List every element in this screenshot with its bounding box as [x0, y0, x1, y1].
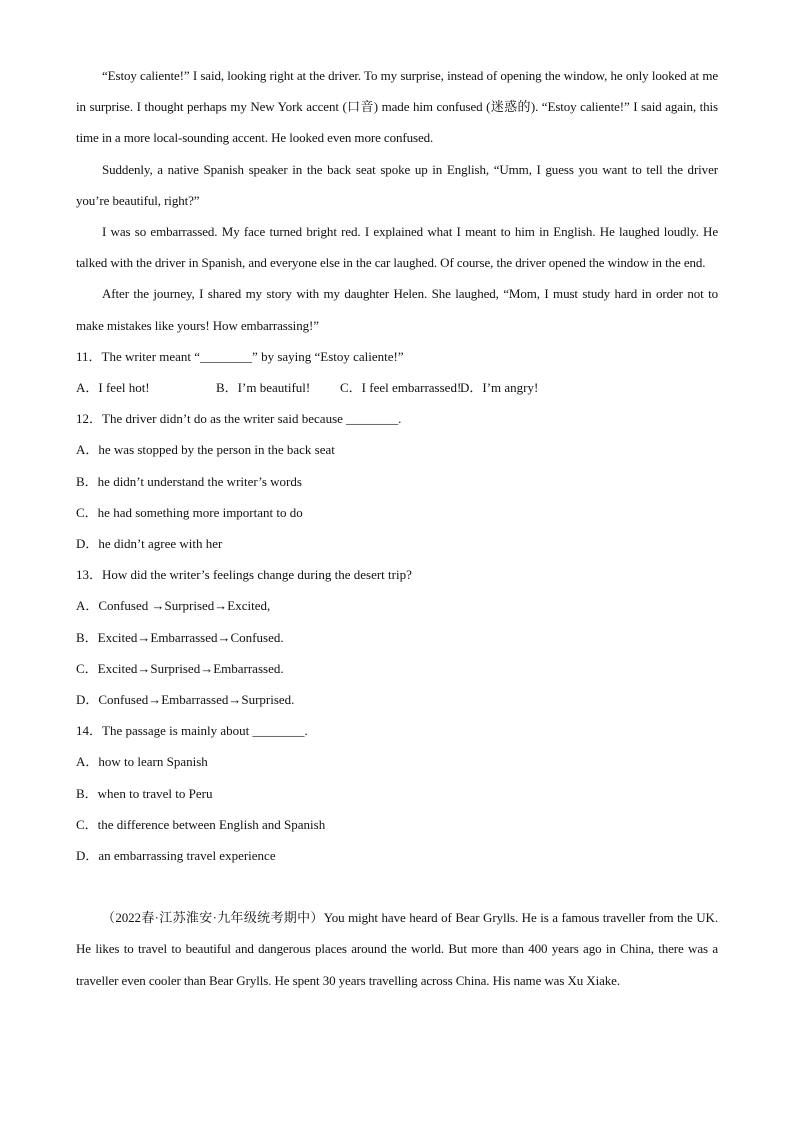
document-page	[76, 60, 718, 996]
passage-2-paragraph: （2022春·江苏淮安·九年级统考期中）You might have heard of Bear Grylls. He is a famous traveller from the UK. He likes to travel to beautiful and dangerous places around the world. But more than 400 years ago in China, there was a traveller even cooler than Bear Grylls. He spent 30 years travelling across China. His name was Xu Xiake.	[76, 910, 718, 988]
question-12-option-c: C．he had something more important to do	[76, 504, 303, 520]
question-14-stem: 14．The passage is mainly about ________.	[76, 723, 308, 739]
question-12-option-a: A．he was stopped by the person in the back seat	[76, 442, 335, 458]
question-11-option-b: B．I’m beautiful!	[216, 380, 311, 396]
question-13-option-b: B．Excited→Embarrassed→Confused.	[76, 629, 284, 645]
passage-paragraph: I was so embarrassed. My face turned bright red. I explained what I meant to him in English. He laughed loudly. He talked with the driver in Spanish, and everyone else in the car laughed. Of course, the driver opened the window in the end.	[76, 224, 718, 271]
question-13-option-d: D．Confused→Embarrassed→Surprised.	[76, 692, 295, 708]
question-12-option-d: D．he didn’t agree with her	[76, 536, 223, 552]
passage-paragraph: After the journey, I shared my story with my daughter Helen. She laughed, “Mom, I must study hard in order not to make mistakes like yours! How embarrassing!”	[76, 286, 718, 333]
question-14-option-a: A．how to learn Spanish	[76, 754, 208, 770]
question-13-stem: 13．How did the writer’s feelings change during the desert trip?	[76, 567, 412, 583]
question-14-option-c: C．the difference between English and Spanish	[76, 816, 326, 832]
question-14-option-b: B．when to travel to Peru	[76, 785, 213, 801]
passage-paragraph: Suddenly, a native Spanish speaker in the back seat spoke up in English, “Umm, I guess you want to tell the driver you’re beautiful, right?”	[76, 161, 718, 208]
question-12-option-b: B．he didn’t understand the writer’s words	[76, 473, 302, 489]
question-13-option-c: C．Excited→Surprised→Embarrassed.	[76, 660, 284, 676]
question-12-stem: 12．The driver didn’t do as the writer said because ________.	[76, 411, 402, 427]
question-11-options	[76, 372, 718, 403]
section-spacer	[76, 871, 718, 902]
question-11-option-a: A．I feel hot!	[76, 380, 150, 396]
question-11-option-c: C．I feel embarrassed!	[340, 380, 462, 396]
question-13-option-a: A．Confused →Surprised→Excited,	[76, 598, 271, 614]
question-11-stem: 11．The writer meant “________” by saying “Estoy caliente!”	[76, 348, 404, 364]
question-14-option-d: D．an embarrassing travel experience	[76, 848, 276, 864]
passage-paragraph: “Estoy caliente!” I said, looking right at the driver. To my surprise, instead of opening the window, he only looked at me in surprise. I thought perhaps my New York accent (口音) made him confused (迷惑的). “Estoy caliente!” I said again, this time in a more local-sounding accent. He looked even more confused.	[76, 68, 718, 146]
question-11-option-d: D．I’m angry!	[460, 380, 539, 396]
